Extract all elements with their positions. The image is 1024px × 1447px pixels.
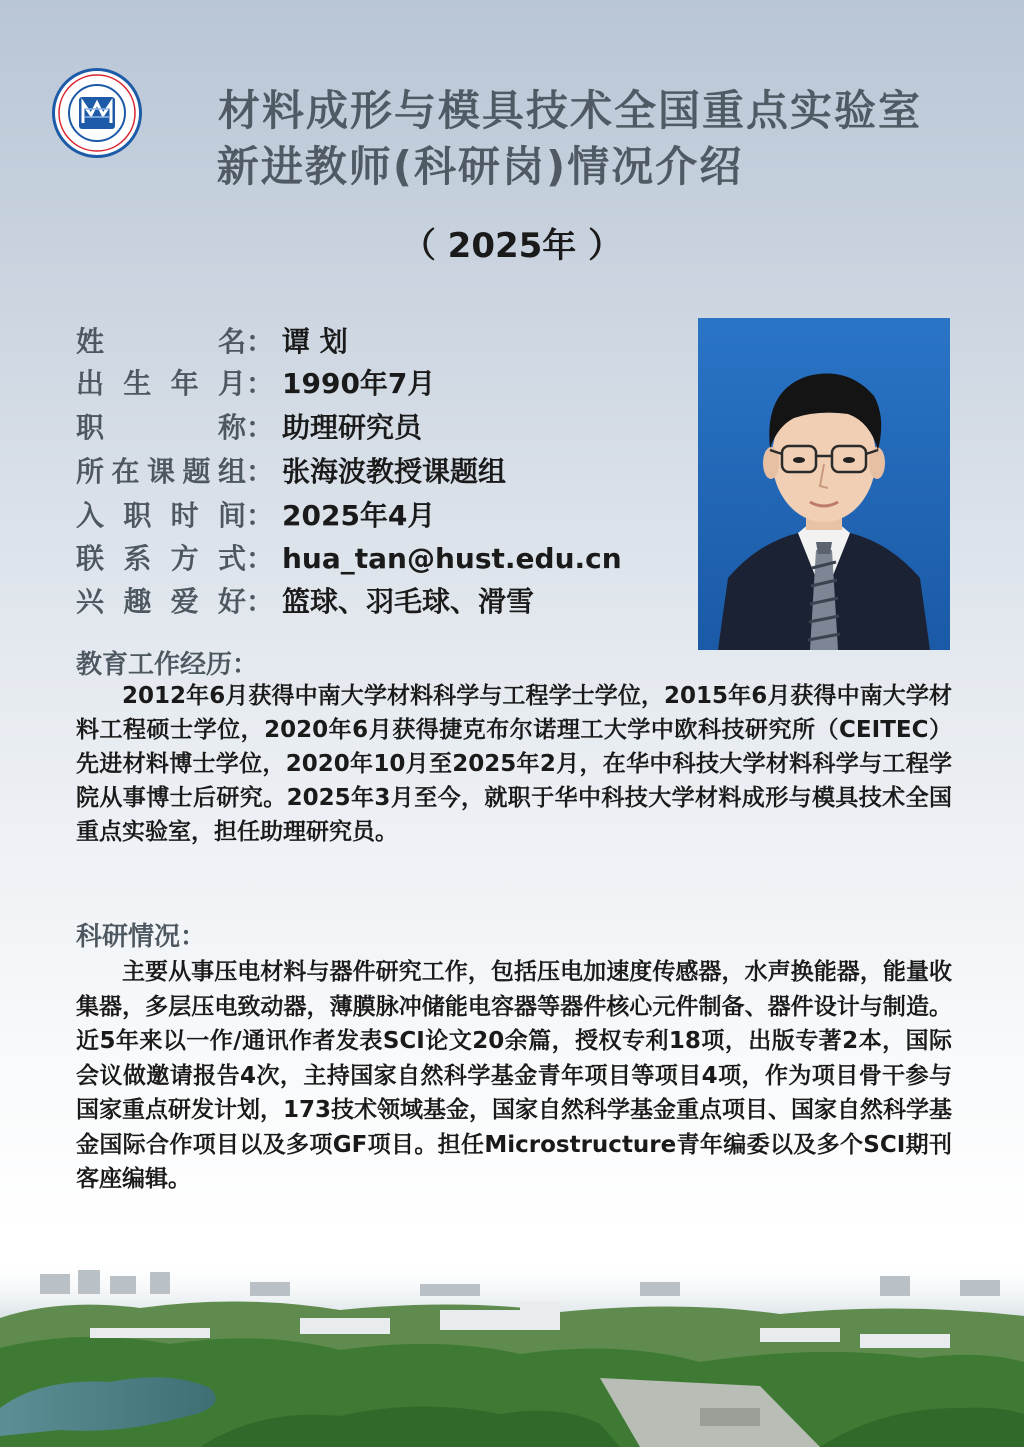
- year-label: （ 2025年 ）: [401, 226, 623, 266]
- birth-value: 1990年7月: [282, 367, 436, 400]
- hobby-label: 兴 趣 爱 好: [76, 585, 246, 618]
- page-subtitle: 新进教师(科研岗)情况介绍: [216, 142, 744, 191]
- birth-label: 出 生 年 月: [76, 367, 246, 400]
- profile-row-group: 所 在 课 题 组 ： 张海波教授课题组: [76, 452, 506, 492]
- title-value: 助理研究员: [282, 411, 423, 444]
- contact-label: 联 系 方 式: [76, 542, 246, 575]
- profile-row-birth: 出 生 年 月 ： 1990年7月: [76, 364, 435, 404]
- group-value: 张海波教授课题组: [282, 455, 507, 488]
- contact-email[interactable]: hua_tan@hust.edu.cn: [282, 542, 622, 575]
- join-label: 入 职 时 间: [76, 499, 246, 532]
- page-title: 材料成形与模具技术全国重点实验室: [217, 86, 922, 135]
- profile-row-title: 职 称 ： 助理研究员: [76, 408, 422, 448]
- research-text: 主要从事压电材料与器件研究工作，包括压电加速度传感器，水声换能器，能量收集器，多层压电致动器，薄膜脉冲储能电容器等器件核心元件制备、器件设计与制造。近5年来以一作/通讯作者发表SCI论文20余篇，授权专利18项，出版专著2本，国际会议做邀请报告4次，主持国家自然科学基金青年项目等项目4项，作为项目骨干参与国家重点研发计划，173技术领域基金，国家自然科学基金重点项目、国家自然科学基金国际合作项目以及多项GF项目。担任Microstructure青年编委以及多个SCI期刊客座编辑。: [76, 959, 953, 1192]
- education-text: 2012年6月获得中南大学材料科学与工程学士学位，2015年6月获得中南大学材料工程硕士学位，2020年6月获得捷克布尔诺理工大学中欧科技研究所（CEITEC）先进材料博士学位，2020年10月至2025年2月，在华中科技大学材料科学与工程学院从事博士后研究。2025年3月至今，就职于华中科技大学材料成形与模具技术全国重点实验室，担任助理研究员。: [76, 683, 952, 845]
- group-label: 所 在 课 题 组: [76, 455, 246, 488]
- name-value: 谭 划: [282, 325, 348, 358]
- profile-row-join: 入 职 时 间 ： 2025年4月: [76, 496, 435, 536]
- hobby-value: 篮球、羽毛球、滑雪: [282, 585, 535, 618]
- portrait-photo: [698, 318, 950, 650]
- join-value: 2025年4月: [282, 499, 436, 532]
- research-heading: 科研情况：: [76, 922, 207, 952]
- name-label: 姓 名: [76, 325, 246, 358]
- school-logo-icon: [52, 68, 142, 158]
- profile-row-contact: 联 系 方 式 ： hua_tan@hust.edu.cn: [76, 539, 622, 579]
- profile-row-name: 姓 名 ： 谭 划: [76, 322, 348, 362]
- profile-row-hobby: 兴 趣 爱 好 ： 篮球、羽毛球、滑雪: [76, 582, 534, 622]
- education-heading: 教育工作经历：: [76, 650, 259, 680]
- title-label: 职 称: [76, 411, 246, 444]
- campus-aerial-image: [0, 1258, 1024, 1447]
